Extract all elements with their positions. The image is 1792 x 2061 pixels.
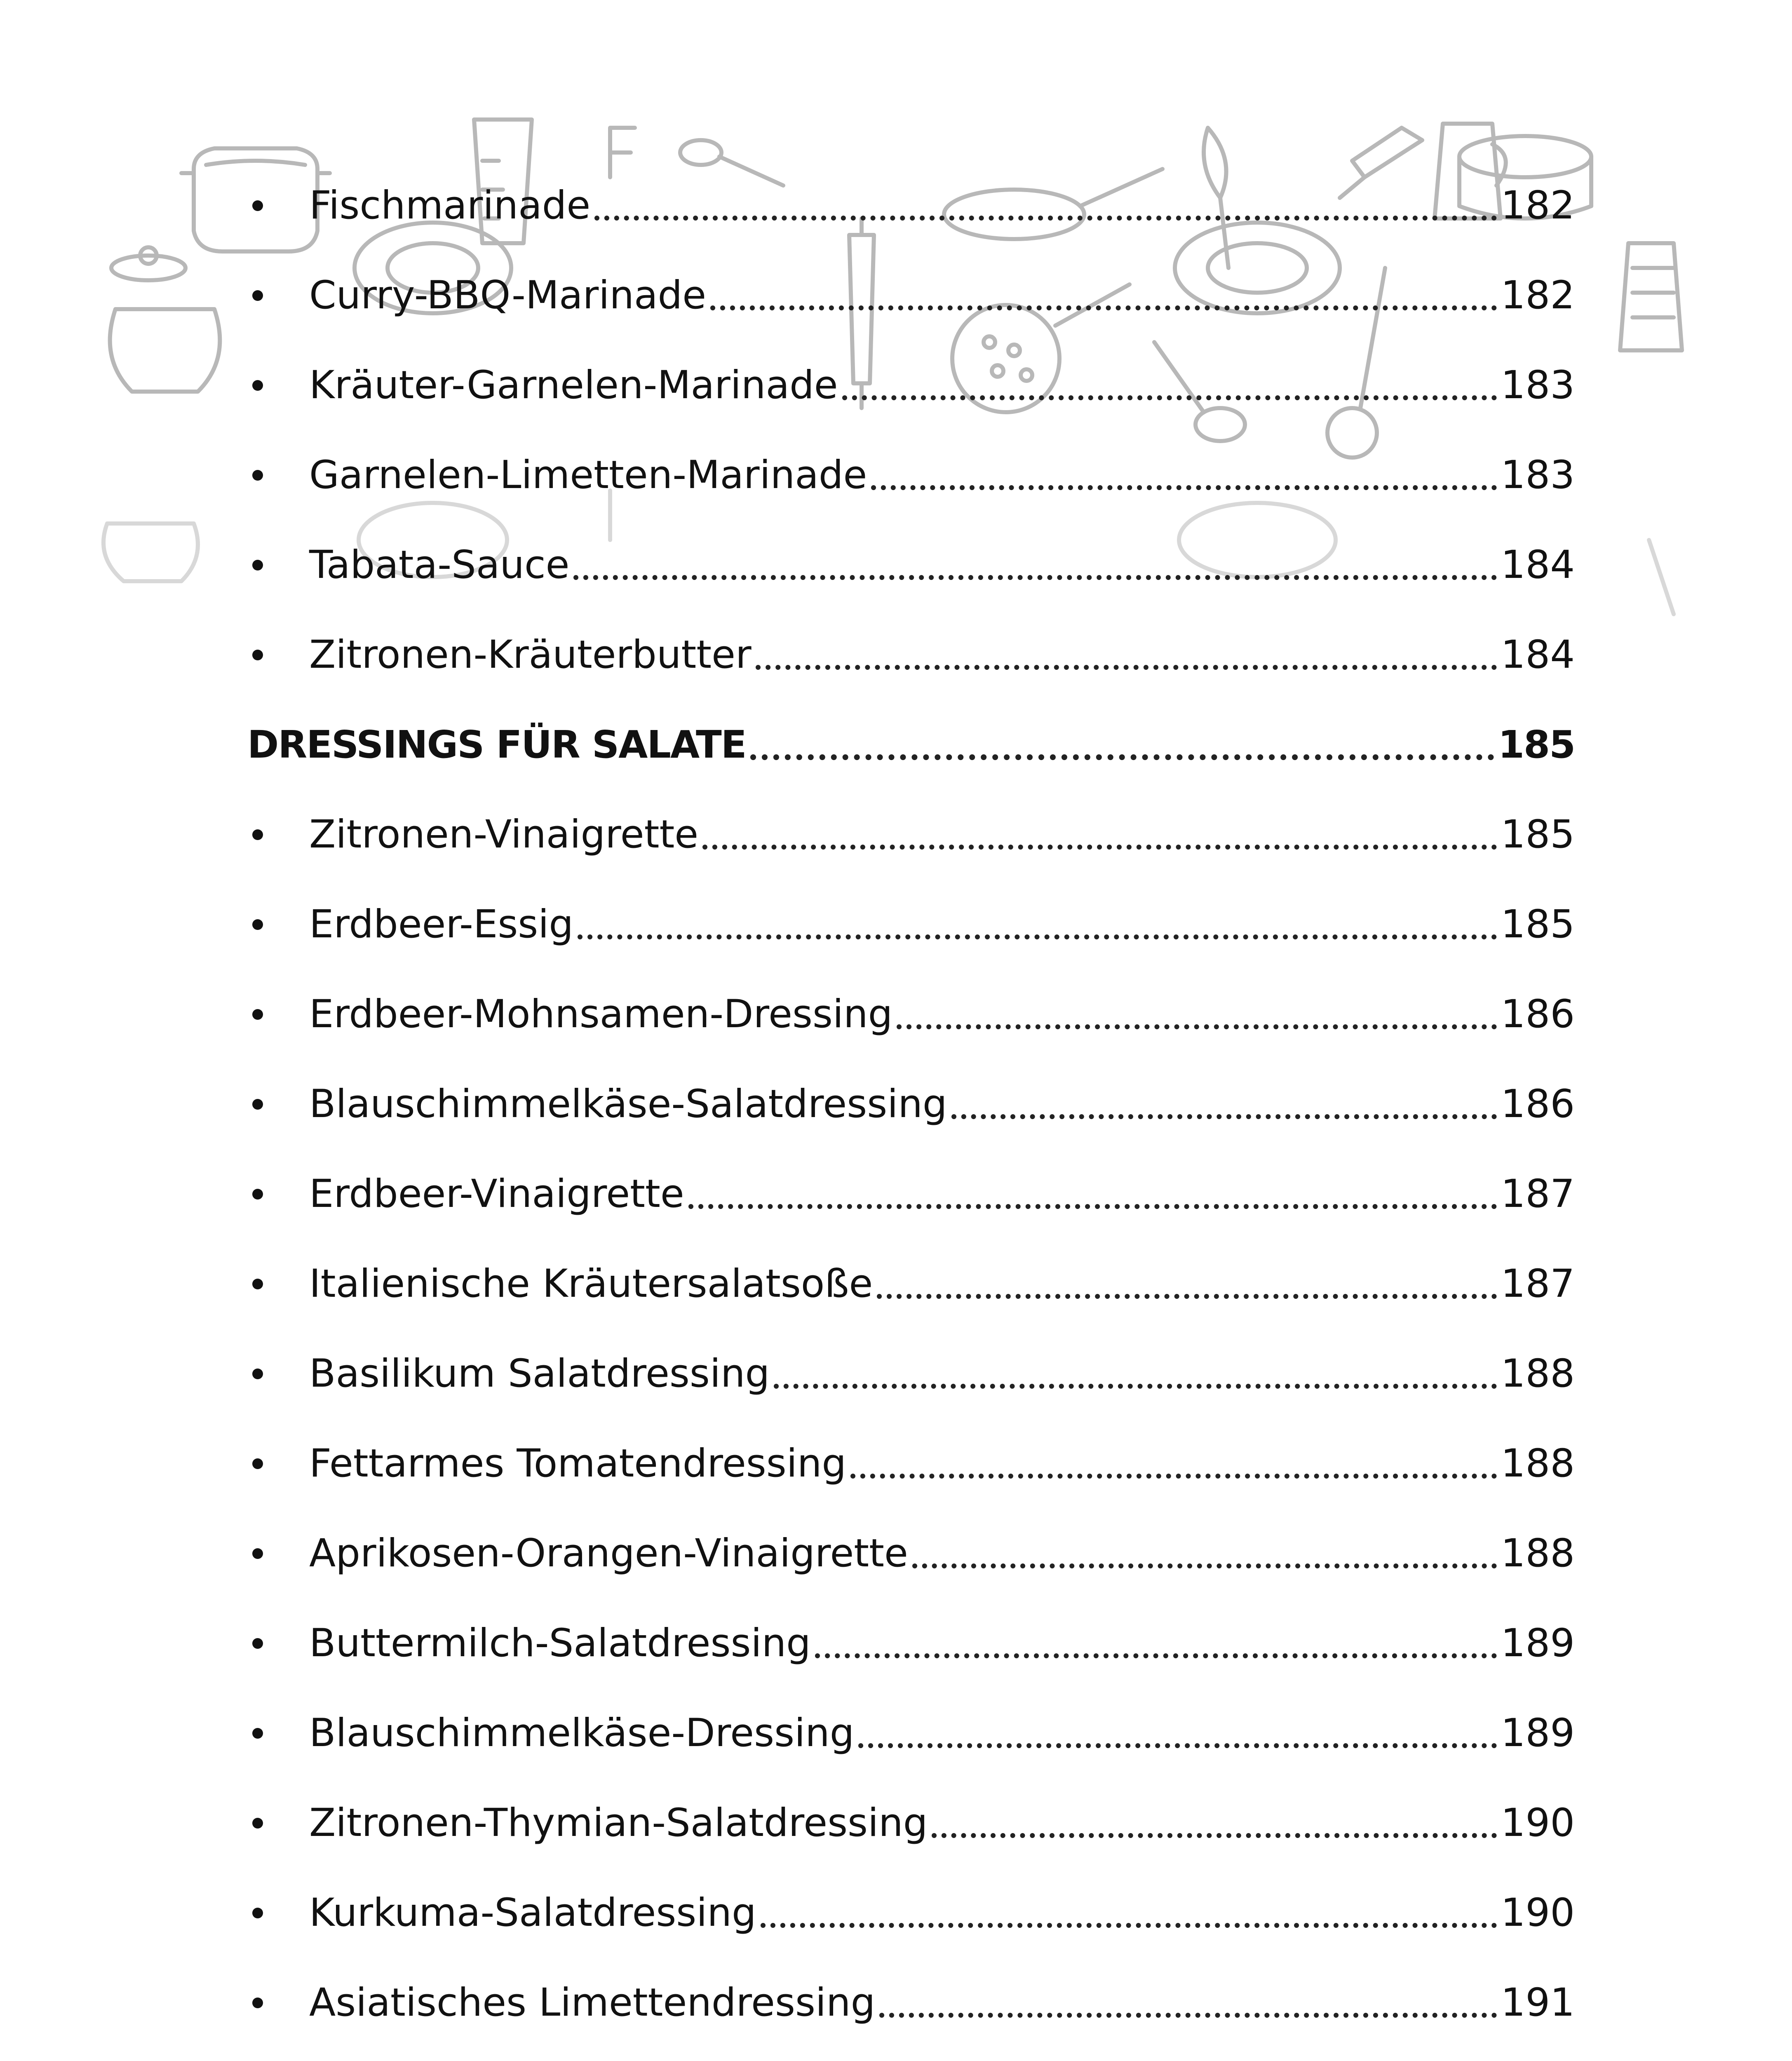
dot-leader (912, 1563, 1497, 1568)
dot-leader (578, 934, 1497, 939)
dot-leader (761, 1923, 1497, 1928)
toc-entry-page-number: 189 (1501, 1711, 1575, 1756)
toc-entry[interactable] (247, 2048, 1575, 2061)
dot-leader (951, 1114, 1497, 1119)
toc-entry[interactable] (247, 1329, 1575, 1419)
grater-icon (1620, 243, 1682, 350)
bullet-icon (247, 919, 309, 930)
bullet-icon (247, 380, 309, 391)
bullet-icon (247, 200, 309, 211)
toc-entry-title: Zitronen-Vinaigrette (309, 812, 699, 857)
toc-entry-page-number: 187 (1501, 1261, 1575, 1306)
dot-leader (756, 665, 1497, 670)
toc-entry[interactable] (247, 790, 1575, 880)
toc-entry-title: Basilikum Salatdressing (309, 1351, 770, 1396)
toc-entry-page-number: 190 (1501, 1890, 1575, 1935)
toc-entry-title: Blauschimmelkäse-Salatdressing (309, 1082, 947, 1127)
toc-entry-title: Zitronen-Kräuterbutter (309, 632, 752, 677)
toc-entry[interactable] (247, 1059, 1575, 1149)
toc-entry-title: DRESSINGS FÜR SALATE (247, 723, 746, 767)
toc-entry-page-number: 184 (1501, 542, 1575, 587)
dot-leader (815, 1653, 1497, 1658)
toc-entry[interactable] (247, 1688, 1575, 1778)
toc-entry-page-number: 187 (1501, 1171, 1575, 1216)
bullet-icon (247, 1998, 309, 2008)
bullet-icon (247, 829, 309, 840)
bullet-icon (247, 1009, 309, 1020)
bullet-icon (247, 1638, 309, 1649)
dot-leader (858, 1743, 1496, 1748)
toc-entry[interactable] (247, 161, 1575, 251)
toc-entry[interactable] (247, 1778, 1575, 1868)
toc-entry-page-number: 188 (1501, 1351, 1575, 1396)
toc-entry-title: Kräuter-Garnelen-Marinade (309, 363, 838, 408)
bullet-icon (247, 1189, 309, 1200)
dot-leader (573, 575, 1496, 580)
toc-entry-page-number: 182 (1501, 183, 1575, 228)
toc-entry[interactable] (247, 1419, 1575, 1509)
toc-entry-page-number: 185 (1501, 902, 1575, 947)
toc-entry-page-number: 188 (1501, 1441, 1575, 1486)
toc-entry-title: Erdbeer-Mohnsamen-Dressing (309, 992, 893, 1037)
lidded-pot-icon (110, 247, 220, 392)
toc-entry-page-number: 186 (1501, 992, 1575, 1037)
toc-entry[interactable] (247, 1509, 1575, 1599)
dot-leader (842, 395, 1497, 400)
toc-entry[interactable] (247, 1239, 1575, 1329)
dot-leader (932, 1833, 1496, 1838)
bullet-icon (247, 470, 309, 481)
toc-entry-page-number: 190 (1501, 1800, 1575, 1845)
dot-leader (702, 845, 1496, 850)
dot-leader (897, 1024, 1496, 1029)
toc-entry-page-number: 186 (1501, 1082, 1575, 1127)
toc-entry-page-number: 185 (1498, 723, 1575, 767)
toc-entry[interactable] (247, 430, 1575, 520)
toc-entry-page-number: 182 (1501, 273, 1575, 318)
toc-entry[interactable] (247, 610, 1575, 700)
table-of-contents (247, 161, 1575, 2061)
toc-entry-page-number: 188 (1501, 1531, 1575, 1576)
toc-entry[interactable] (247, 1149, 1575, 1239)
toc-entry-title: Garnelen-Limetten-Marinade (309, 453, 867, 498)
dot-leader (879, 2013, 1496, 2018)
bullet-icon (247, 1458, 309, 1469)
toc-entry-title: Curry-BBQ-Marinade (309, 273, 707, 318)
dot-leader (850, 1474, 1496, 1479)
toc-entry-page-number: 184 (1501, 632, 1575, 677)
toc-entry-page-number: 189 (1501, 1621, 1575, 1666)
toc-entry-title: Erdbeer-Essig (309, 902, 574, 947)
toc-section-heading[interactable] (247, 700, 1575, 790)
bullet-icon (247, 290, 309, 301)
toc-entry-title: Erdbeer-Vinaigrette (309, 1171, 684, 1216)
toc-entry[interactable] (247, 520, 1575, 610)
toc-entry[interactable] (247, 340, 1575, 430)
toc-entry-title: Aprikosen-Orangen-Vinaigrette (309, 1531, 908, 1576)
toc-entry[interactable] (247, 251, 1575, 340)
bullet-icon (247, 1099, 309, 1110)
bullet-icon (247, 1369, 309, 1379)
toc-entry[interactable] (247, 880, 1575, 969)
toc-entry-title: Asiatisches Limettendressing (309, 1980, 876, 2025)
bullet-icon (247, 650, 309, 660)
dot-leader (688, 1204, 1497, 1209)
bullet-icon (247, 1728, 309, 1739)
bullet-icon (247, 1279, 309, 1289)
toc-entry-title: Tabata-Sauce (309, 542, 570, 587)
toc-entry-title: Kurkuma-Salatdressing (309, 1890, 756, 1935)
toc-entry[interactable] (247, 1599, 1575, 1688)
toc-entry-title: Italienische Kräutersalatsoße (309, 1261, 873, 1306)
toc-entry-title: Blauschimmelkäse-Dressing (309, 1711, 855, 1756)
dot-leader (774, 1384, 1496, 1389)
dot-leader (871, 485, 1496, 490)
bullet-icon (247, 1818, 309, 1829)
toc-entry-page-number: 191 (1501, 1980, 1575, 2025)
bullet-icon (247, 1548, 309, 1559)
bullet-icon (247, 560, 309, 570)
bullet-icon (247, 1908, 309, 1918)
dot-leader (750, 754, 1494, 760)
toc-entry-title: Fettarmes Tomatendressing (309, 1441, 847, 1486)
toc-entry[interactable] (247, 1868, 1575, 1958)
toc-entry[interactable] (247, 1958, 1575, 2048)
toc-entry-page-number: 185 (1501, 812, 1575, 857)
toc-entry-title: Buttermilch-Salatdressing (309, 1621, 811, 1666)
toc-entry-title: Fischmarinade (309, 183, 591, 228)
toc-entry[interactable] (247, 969, 1575, 1059)
toc-entry-title: Zitronen-Thymian-Salatdressing (309, 1800, 928, 1845)
dot-leader (877, 1294, 1496, 1299)
toc-entry-page-number: 183 (1501, 453, 1575, 498)
toc-entry-page-number: 183 (1501, 363, 1575, 408)
dot-leader (710, 305, 1497, 310)
dot-leader (594, 216, 1496, 221)
